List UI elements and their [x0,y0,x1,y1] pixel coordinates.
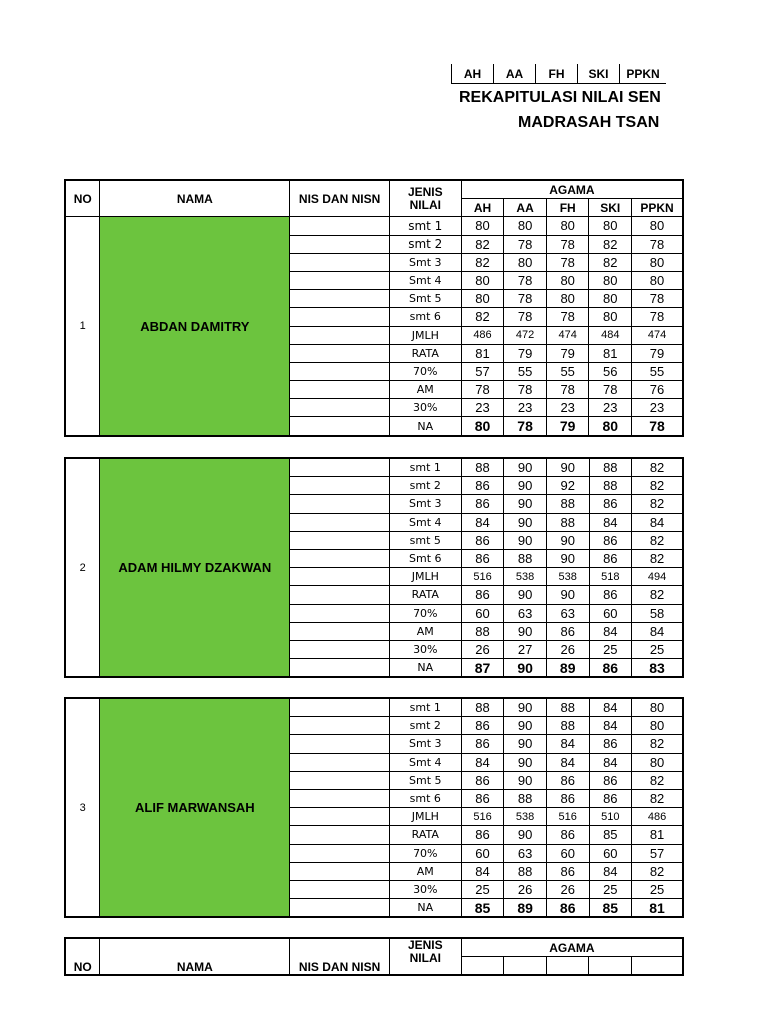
nis-cell [290,698,390,717]
report-title: REKAPITULASI NILAI SEN [459,89,661,106]
grade-value: 80 [632,753,683,771]
grade-value: 89 [504,899,547,918]
grade-value: 88 [461,622,504,640]
grade-value: 82 [632,586,683,604]
header-subject: SKI [589,199,632,217]
grade-value: 88 [504,862,547,880]
grade-value: 25 [632,640,683,658]
header-nis: NIS DAN NISN [290,938,390,975]
grade-value: 78 [546,308,589,326]
grade-value: 55 [546,362,589,380]
grade-type-label: AM [389,381,461,399]
grade-value: 78 [504,235,547,253]
grade-type-label: Smt 4 [389,271,461,289]
school-title: MADRASAH TSAN [518,114,660,131]
nis-cell [290,477,390,495]
grade-value: 84 [589,862,632,880]
grade-value: 516 [461,568,504,586]
grade-value: 486 [461,326,504,344]
grade-value: 81 [632,826,683,844]
grade-row [65,458,683,477]
nis-cell [290,568,390,586]
grade-value: 60 [461,604,504,622]
grade-value: 80 [632,698,683,717]
grade-type-label: smt 5 [389,531,461,549]
grade-value: 86 [461,549,504,567]
grade-value: 23 [589,399,632,417]
grade-value: 25 [461,880,504,898]
nis-cell [290,271,390,289]
student-number: 2 [65,458,100,677]
grade-value: 90 [504,495,547,513]
nis-cell [290,458,390,477]
grade-value: 494 [632,568,683,586]
nis-cell [290,622,390,640]
grade-type-label: 70% [389,844,461,862]
nis-cell [290,308,390,326]
grade-value: 82 [461,308,504,326]
grade-value: 82 [632,735,683,753]
nis-cell [290,290,390,308]
grade-value: 78 [632,308,683,326]
grade-value: 86 [589,789,632,807]
nis-cell [290,862,390,880]
nis-cell [290,417,390,436]
grade-value: 84 [546,735,589,753]
grade-value: 80 [546,290,589,308]
grade-value: 82 [632,458,683,477]
grade-value: 88 [589,477,632,495]
nis-cell [290,604,390,622]
grade-value: 90 [504,458,547,477]
nis-cell [290,880,390,898]
grade-type-label: 70% [389,362,461,380]
nis-cell [290,789,390,807]
student-name: ADAM HILMY DZAKWAN [100,458,290,677]
grade-value: 60 [461,844,504,862]
grade-value: 80 [589,417,632,436]
grade-value: 90 [504,477,547,495]
grade-value: 80 [461,417,504,436]
grade-value: 27 [504,640,547,658]
nis-cell [290,826,390,844]
grade-value: 90 [504,771,547,789]
grade-row [65,698,683,717]
grade-value: 88 [461,458,504,477]
grade-value: 82 [632,549,683,567]
nis-cell [290,640,390,658]
grade-value: 25 [589,880,632,898]
grade-value: 81 [461,344,504,362]
grade-value: 88 [546,698,589,717]
grade-value: 86 [461,531,504,549]
grade-value: 78 [546,235,589,253]
grade-value: 86 [546,899,589,918]
grade-value: 86 [589,495,632,513]
grade-value: 88 [589,458,632,477]
grade-type-label: NA [389,899,461,918]
grade-value: 25 [589,640,632,658]
grade-value: 23 [546,399,589,417]
top-header-cell: SKI [578,64,620,84]
header-agama: AGAMA [461,938,683,957]
grade-value: 90 [504,622,547,640]
grade-value: 484 [589,326,632,344]
grade-value: 86 [546,771,589,789]
grade-value: 79 [632,344,683,362]
grade-value: 55 [632,362,683,380]
grade-value: 63 [546,604,589,622]
grade-type-label: smt 1 [389,698,461,717]
grade-value: 88 [546,717,589,735]
grade-value: 86 [589,659,632,678]
grade-type-label: smt 2 [389,235,461,253]
grade-value: 86 [546,826,589,844]
grade-value: 518 [589,568,632,586]
grade-value: 78 [632,417,683,436]
header-agama: AGAMA [461,180,683,199]
grade-value: 84 [589,753,632,771]
grade-value: 78 [504,381,547,399]
grade-value: 81 [589,344,632,362]
grade-value: 92 [546,477,589,495]
grade-value: 80 [461,290,504,308]
grade-value: 82 [632,862,683,880]
grade-value: 86 [461,586,504,604]
grade-value: 90 [504,586,547,604]
grade-value: 84 [632,622,683,640]
grade-value: 84 [589,717,632,735]
grade-value: 486 [632,808,683,826]
grade-value: 85 [461,899,504,918]
grade-type-label: smt 1 [389,458,461,477]
student-block-2 [64,457,667,678]
grade-value: 78 [461,381,504,399]
grade-type-label: 30% [389,399,461,417]
grade-value: 510 [589,808,632,826]
grade-value: 82 [632,477,683,495]
grade-value: 82 [461,253,504,271]
grade-value: 538 [504,808,547,826]
grade-value: 80 [589,217,632,235]
repeated-header-block [64,937,664,975]
nis-cell [290,586,390,604]
grade-value: 88 [504,549,547,567]
grade-value: 90 [504,531,547,549]
grade-value: 538 [504,568,547,586]
grade-value: 538 [546,568,589,586]
grade-value: 76 [632,381,683,399]
grade-value: 57 [461,362,504,380]
header-subject: FH [546,199,589,217]
grade-value: 80 [632,217,683,235]
grade-type-label: JMLH [389,568,461,586]
grade-value: 516 [546,808,589,826]
header-jenis-nilai: JENIS NILAI [389,180,461,217]
grade-value: 60 [546,844,589,862]
grade-value: 516 [461,808,504,826]
nis-cell [290,531,390,549]
grade-value: 80 [546,217,589,235]
grade-value: 90 [504,717,547,735]
nis-cell [290,326,390,344]
nis-cell [290,217,390,235]
top-header-cell: FH [536,64,578,84]
grade-value: 86 [461,477,504,495]
grade-value: 78 [504,417,547,436]
header-subject: PPKN [632,199,683,217]
grade-value: 88 [546,513,589,531]
nis-cell [290,549,390,567]
grade-value: 63 [504,604,547,622]
header-no: NO [65,938,100,975]
grade-value: 86 [461,495,504,513]
grade-value: 23 [461,399,504,417]
student-rows [65,217,683,436]
grade-row [65,217,683,235]
nis-cell [290,899,390,918]
grade-value: 26 [546,880,589,898]
grade-value: 472 [504,326,547,344]
grade-value: 63 [504,844,547,862]
header-jenis-nilai: JENIS NILAI [389,938,461,975]
grade-value: 88 [504,789,547,807]
grade-value: 84 [589,622,632,640]
nis-cell [290,253,390,271]
grade-value: 80 [461,271,504,289]
nis-cell [290,808,390,826]
grade-value: 474 [546,326,589,344]
grade-value: 82 [632,789,683,807]
grade-value: 78 [632,290,683,308]
grade-value: 79 [546,417,589,436]
grade-type-label: Smt 3 [389,495,461,513]
grade-value: 78 [504,290,547,308]
grade-type-label: NA [389,417,461,436]
grade-value: 26 [461,640,504,658]
grade-value: 86 [589,586,632,604]
grade-value: 90 [504,735,547,753]
grade-value: 78 [546,253,589,271]
grade-value: 474 [632,326,683,344]
grade-type-label: JMLH [389,808,461,826]
grade-value: 55 [504,362,547,380]
grade-type-label: smt 6 [389,789,461,807]
student-name: ALIF MARWANSAH [100,698,290,917]
grade-value: 25 [632,880,683,898]
grade-type-label: smt 2 [389,717,461,735]
grade-value: 88 [461,698,504,717]
grade-value: 80 [504,217,547,235]
grade-value: 60 [589,844,632,862]
grade-value: 86 [461,717,504,735]
grade-value: 82 [632,771,683,789]
grade-value: 26 [546,640,589,658]
grade-value: 86 [589,771,632,789]
grade-value: 78 [546,381,589,399]
grade-value: 80 [589,290,632,308]
grade-value: 90 [546,586,589,604]
grade-value: 82 [461,235,504,253]
grade-value: 57 [632,844,683,862]
grade-value: 26 [504,880,547,898]
grade-value: 85 [589,826,632,844]
grade-type-label: RATA [389,586,461,604]
grade-value: 23 [632,399,683,417]
nis-cell [290,717,390,735]
nis-cell [290,362,390,380]
student-name: ABDAN DAMITRY [100,217,290,436]
grade-value: 86 [546,622,589,640]
top-subject-header [451,64,666,84]
grade-value: 84 [632,513,683,531]
grade-type-label: smt 1 [389,217,461,235]
student-rows [65,458,683,677]
nis-cell [290,753,390,771]
grade-value: 86 [461,826,504,844]
student-block-1 [64,179,674,437]
grade-value: 80 [546,271,589,289]
nis-cell [290,844,390,862]
grade-value: 84 [589,513,632,531]
student-number: 3 [65,698,100,917]
grade-value: 82 [632,531,683,549]
grade-value: 84 [461,753,504,771]
grade-type-label: Smt 5 [389,771,461,789]
grade-value: 80 [589,271,632,289]
grade-value: 78 [504,308,547,326]
header-nis: NIS DAN NISN [290,180,390,217]
nis-cell [290,771,390,789]
grade-value: 90 [504,753,547,771]
grade-value: 80 [504,253,547,271]
grade-value: 82 [589,235,632,253]
grade-value: 86 [461,771,504,789]
grade-value: 78 [589,381,632,399]
header-subject: AA [504,199,547,217]
grade-value: 23 [504,399,547,417]
nis-cell [290,381,390,399]
student-rows [65,698,683,917]
grade-type-label: Smt 6 [389,549,461,567]
grade-value: 88 [546,495,589,513]
grade-value: 79 [546,344,589,362]
grade-value: 90 [504,698,547,717]
top-header-cell: AA [494,64,536,84]
grade-value: 89 [546,659,589,678]
header-nama: NAMA [100,180,290,217]
grade-type-label: Smt 4 [389,513,461,531]
grade-value: 86 [461,735,504,753]
grade-value: 56 [589,362,632,380]
grade-value: 86 [546,862,589,880]
grade-type-label: Smt 5 [389,290,461,308]
grade-value: 58 [632,604,683,622]
grade-value: 80 [632,271,683,289]
grade-value: 80 [632,253,683,271]
nis-cell [290,735,390,753]
nis-cell [290,235,390,253]
grade-value: 90 [546,531,589,549]
grade-value: 87 [461,659,504,678]
grade-value: 90 [504,513,547,531]
nis-cell [290,495,390,513]
grade-value: 90 [504,659,547,678]
top-header-cell: PPKN [620,64,667,84]
grade-value: 82 [589,253,632,271]
grade-type-label: NA [389,659,461,678]
grade-value: 86 [461,789,504,807]
grade-type-label: 30% [389,880,461,898]
grade-value: 78 [632,235,683,253]
grade-type-label: Smt 4 [389,753,461,771]
nis-cell [290,344,390,362]
grade-value: 84 [461,862,504,880]
grade-value: 90 [504,826,547,844]
grade-value: 84 [589,698,632,717]
grade-type-label: smt 6 [389,308,461,326]
grade-value: 80 [589,308,632,326]
grade-type-label: JMLH [389,326,461,344]
grade-value: 90 [546,458,589,477]
student-block-3 [64,697,667,918]
grade-type-label: 30% [389,640,461,658]
grade-value: 86 [589,549,632,567]
grade-type-label: AM [389,622,461,640]
grade-value: 86 [589,531,632,549]
grade-type-label: RATA [389,344,461,362]
nis-cell [290,399,390,417]
grade-value: 82 [632,495,683,513]
grade-type-label: RATA [389,826,461,844]
grade-value: 80 [461,217,504,235]
nis-cell [290,513,390,531]
grade-value: 78 [504,271,547,289]
grade-value: 60 [589,604,632,622]
grade-type-label: 70% [389,604,461,622]
grade-type-label: AM [389,862,461,880]
grade-value: 84 [461,513,504,531]
header-nama: NAMA [100,938,290,975]
grade-value: 85 [589,899,632,918]
grade-value: 84 [546,753,589,771]
grade-value: 81 [632,899,683,918]
grade-type-label: Smt 3 [389,253,461,271]
grade-value: 90 [546,549,589,567]
header-subject: AH [461,199,504,217]
grade-type-label: smt 2 [389,477,461,495]
grade-value: 83 [632,659,683,678]
grade-value: 86 [546,789,589,807]
header-no: NO [65,180,100,217]
student-number: 1 [65,217,100,436]
top-header-cell: AH [452,64,494,84]
grade-value: 86 [589,735,632,753]
nis-cell [290,659,390,678]
grade-type-label: Smt 3 [389,735,461,753]
grade-value: 79 [504,344,547,362]
grade-value: 80 [632,717,683,735]
